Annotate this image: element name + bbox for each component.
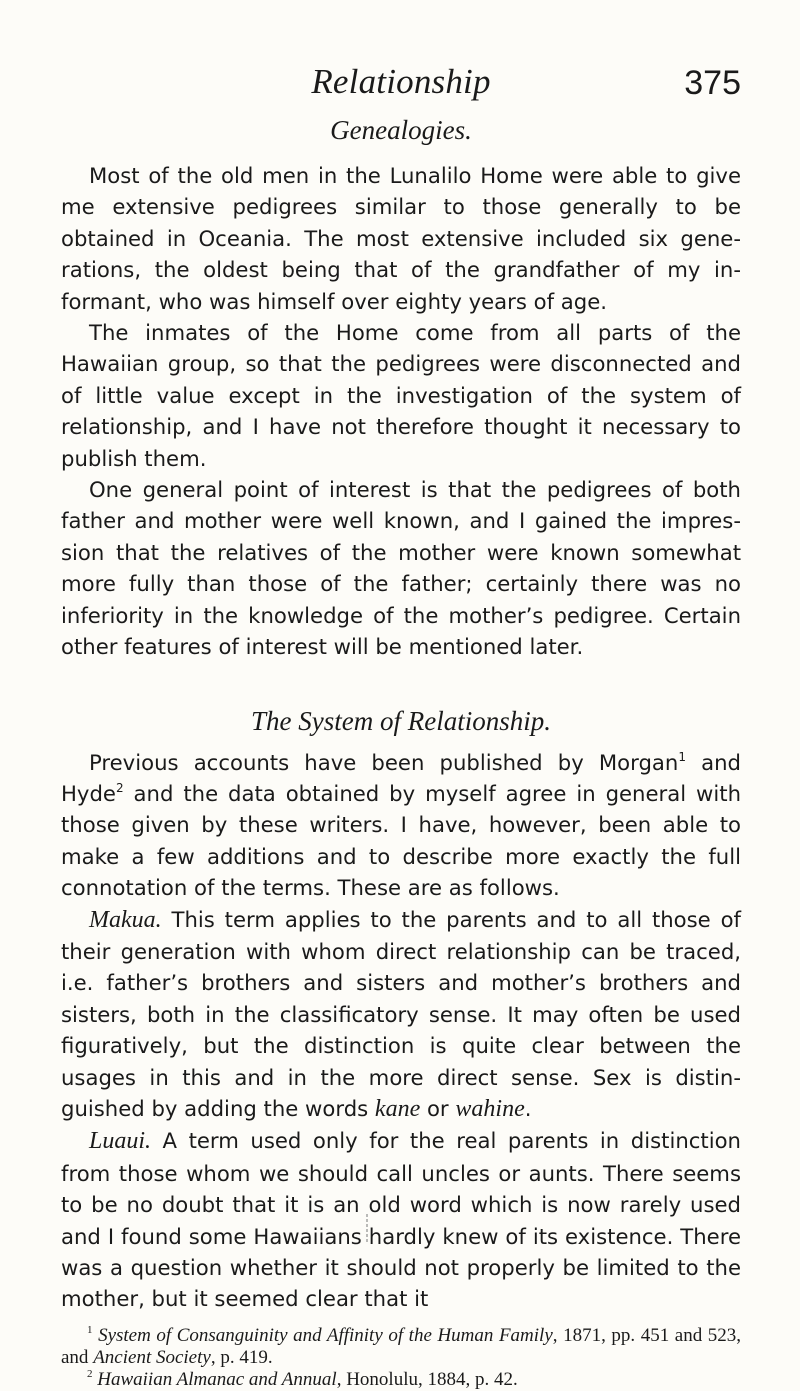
paragraph xyxy=(61,1125,741,1314)
footnote xyxy=(61,1325,741,1369)
footnotes xyxy=(61,1325,741,1391)
footnote-marker: 1 xyxy=(87,1323,93,1336)
paragraph-text: . xyxy=(524,1095,532,1121)
footnote-text: , Honolulu, 1884, p. 42. xyxy=(336,1368,518,1390)
footnote-title: Ancient Society xyxy=(93,1346,211,1368)
paragraph: The inmates of the Home come from all parts of the Hawaiian group, so that the pedigrees were disconnected and of little value except in the investigation of the system of relationship, and I have not therefore thought it necessary to publish them. xyxy=(61,320,741,471)
footnote-title: Hawaiian Almanac and Annual xyxy=(97,1368,337,1390)
paragraph xyxy=(61,904,741,1126)
running-title: Relationship xyxy=(311,62,491,101)
footnote-text: , p. 419. xyxy=(210,1346,273,1368)
footnote-reference: 2 xyxy=(115,780,124,795)
footnote-reference: 1 xyxy=(678,749,686,764)
paragraph-text: Previous accounts have been published by Morgan xyxy=(89,749,679,775)
footnote-marker: 2 xyxy=(87,1367,93,1380)
paragraph-text: and the data obtained by myself agree in general with those given by these writers. I have, however, been able to make a few additions and to describe more exactly the full connotation of the terms. These are as follows. xyxy=(61,780,741,901)
paragraph-text: A term used only for the real parents in distinction from those whom we should call uncles or aunts. There seems to be no doubt that it is an old word which is now rarely used and I found some Hawaiians hardly knew of its existence. There was a question whether it should not properly be limited to the mother, but it seemed clear that it xyxy=(61,1128,741,1312)
kinship-term: Makua. xyxy=(89,906,162,933)
printer-mark xyxy=(366,1214,368,1244)
italic-word: kane xyxy=(374,1095,421,1122)
section-heading-system-of-relationship: The System of Relationship. xyxy=(251,705,551,736)
section-heading-genealogies: Genealogies. xyxy=(330,115,472,145)
page-number: 375 xyxy=(684,64,741,102)
italic-word: wahine xyxy=(455,1095,525,1122)
paragraph: One general point of interest is that the pedigrees of both father and mother were well known, and I gained the impression that the relatives of the mother were known somewhat more fully than those of the father; certainly there was no inferiority in the knowledge of the mother’s pedigree. Certain other features of interest will be mentioned later. xyxy=(61,477,741,660)
paragraph: Most of the old men in the Lunalilo Home were able to give me extensive pedigrees similar to those generally to be obtained in Oceania. The most extensive included six generations, the oldest being that of the grandfather of my informant, who was himself over eighty years of age. xyxy=(61,163,741,314)
paragraph-text: This term applies to the parents and to all those of their generation with whom direct relationship can be traced, i.e. father’s brothers and sisters and mother’s brothers and sisters, both in the classificatory sense. It may often be used figuratively, but the distinction is quite clear between the usages in this and in the more direct sense. Sex is distinguished by adding the words xyxy=(61,906,741,1121)
kinship-term: Luaui. xyxy=(89,1128,152,1155)
paragraph-text: or xyxy=(420,1095,456,1121)
footnote-text: , 1871, pp. 451 and 523, and xyxy=(61,1324,742,1368)
paragraph xyxy=(61,747,741,904)
book-page xyxy=(61,60,741,1391)
running-header xyxy=(61,60,741,106)
footnote xyxy=(61,1369,741,1391)
paragraph-text: and Hyde xyxy=(61,749,742,806)
footnote-title: System of Consanguinity and Affinity of the Human Family xyxy=(98,1324,553,1346)
